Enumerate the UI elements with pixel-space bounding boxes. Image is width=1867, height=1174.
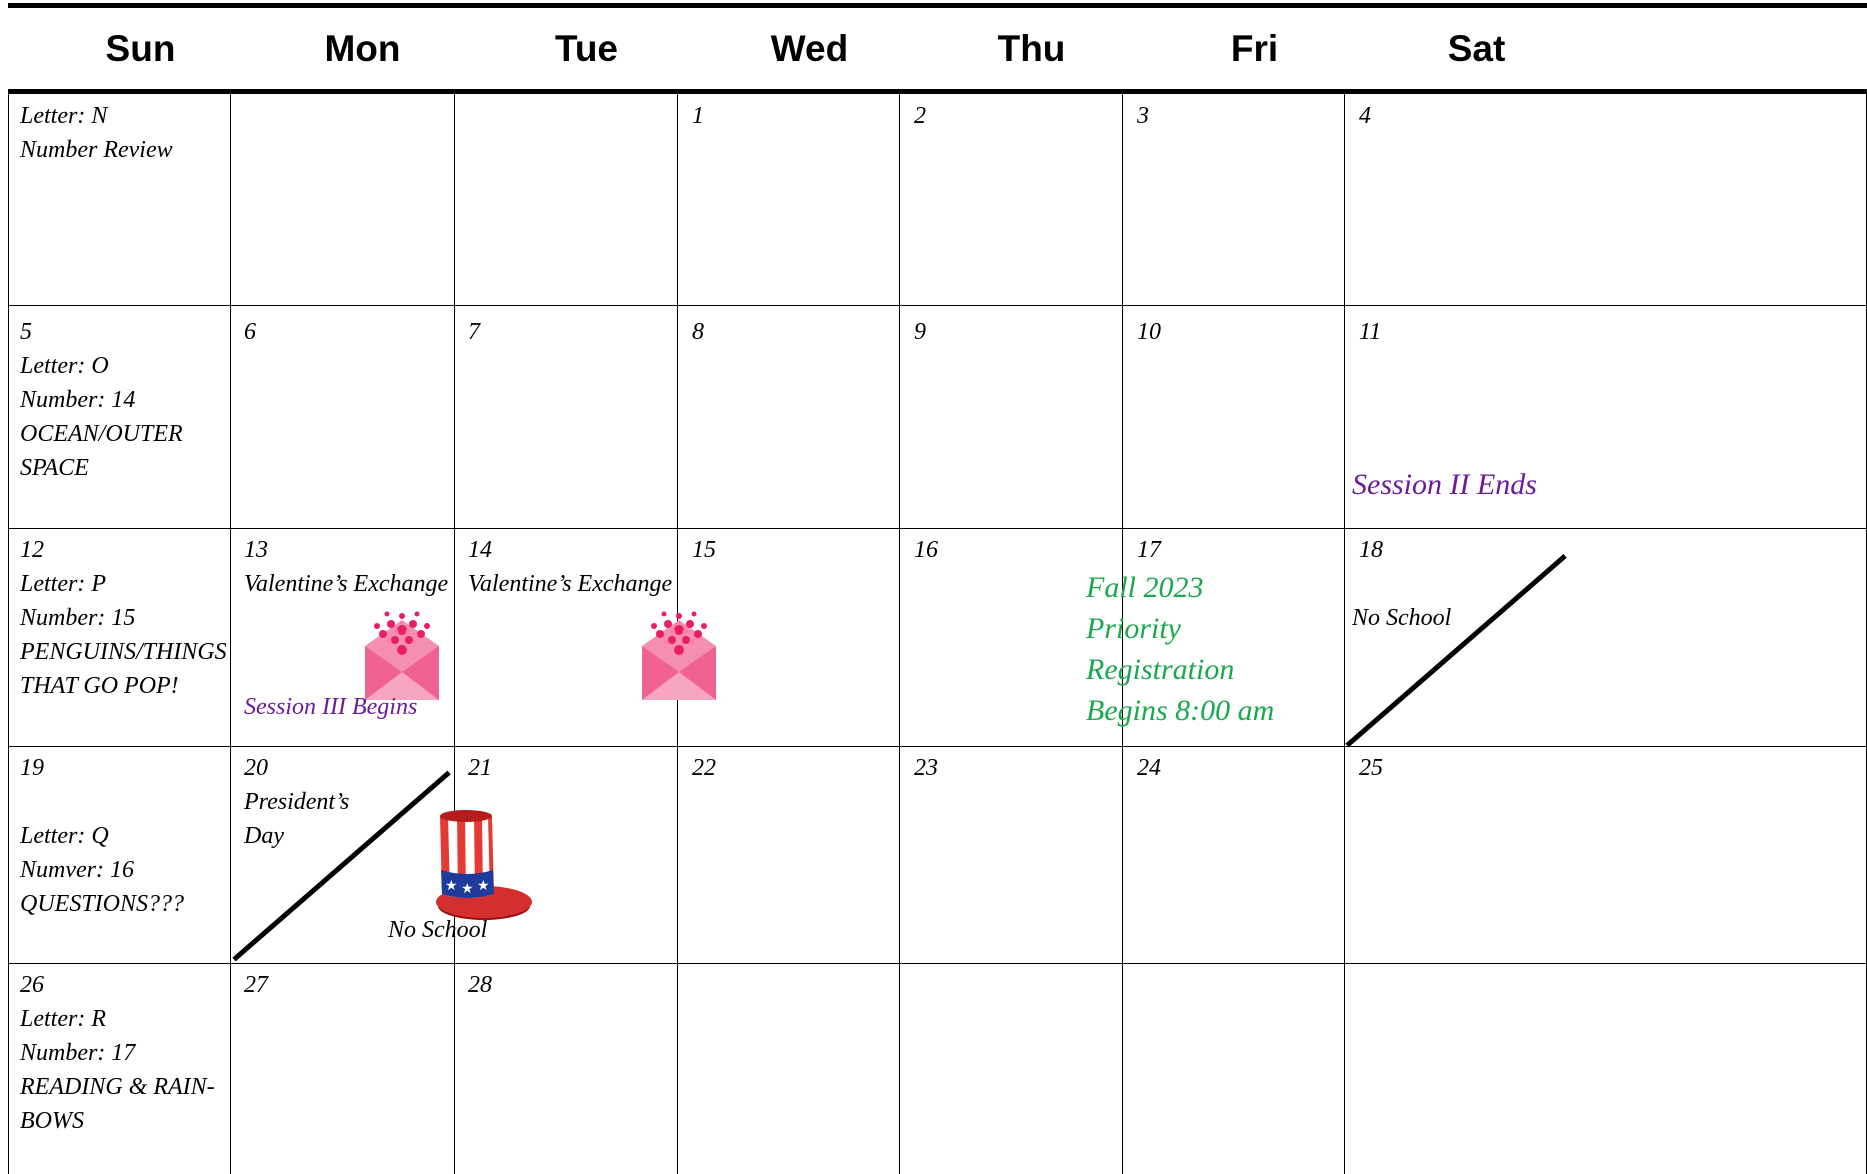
cell-text: Fall 2023 xyxy=(1086,571,1204,604)
cell-text: Number: 17 xyxy=(20,1040,136,1066)
cell-text: THAT GO POP! xyxy=(20,673,179,699)
date-22: 22 xyxy=(692,755,716,781)
calendar xyxy=(8,0,1867,1174)
spacer xyxy=(20,785,184,819)
cell-text: Letter: O xyxy=(20,353,109,379)
date-7: 7 xyxy=(468,319,480,345)
cell-week3-mon xyxy=(244,533,448,601)
cell-text: 26 xyxy=(20,972,44,998)
date-24: 24 xyxy=(1137,755,1161,781)
session-ii-ends: Session II Ends xyxy=(1352,468,1537,501)
cell-text: OCEAN/OUTER xyxy=(20,421,183,447)
date-25: 25 xyxy=(1359,755,1383,781)
grid-line xyxy=(1344,94,1345,1174)
strike-line xyxy=(1345,554,1566,747)
date-13: 13 xyxy=(244,537,268,563)
date-6: 6 xyxy=(244,319,256,345)
svg-text:★: ★ xyxy=(477,878,490,894)
header-sat: Sat xyxy=(1447,28,1506,69)
cell-text: Number Review xyxy=(20,137,173,163)
cell-text: 12 xyxy=(20,537,44,563)
session-iii-begins: Session III Begins xyxy=(244,694,418,720)
cell-text: 5 xyxy=(20,319,32,345)
cell-text: SPACE xyxy=(20,455,89,481)
cell-text: Numver: 16 xyxy=(20,857,134,883)
heart-envelope-icon xyxy=(640,610,718,707)
grid-line xyxy=(8,746,1867,747)
cell-text: QUESTIONS??? xyxy=(20,891,185,917)
cell-text: Number: 15 xyxy=(20,605,136,631)
date-8: 8 xyxy=(692,319,704,345)
grid-line xyxy=(8,94,9,1174)
date-2: 2 xyxy=(914,103,926,129)
header-fri: Fri xyxy=(1230,28,1279,69)
date-28: 28 xyxy=(468,972,492,998)
svg-text:★: ★ xyxy=(445,878,458,894)
cell-text: Number: 14 xyxy=(20,387,136,413)
valentines-exchange-label: Valentine’s Exchange xyxy=(468,571,673,597)
cell-week3-sun xyxy=(20,533,227,703)
svg-text:★: ★ xyxy=(461,881,474,897)
date-20: 20 xyxy=(244,755,268,781)
cell-text: BOWS xyxy=(20,1108,84,1134)
date-23: 23 xyxy=(914,755,938,781)
cell-text: Letter: R xyxy=(20,1006,106,1032)
cell-week2-sun xyxy=(20,315,183,485)
date-15: 15 xyxy=(692,537,716,563)
date-9: 9 xyxy=(914,319,926,345)
cell-text: Letter: N xyxy=(20,103,108,129)
grid-line xyxy=(8,528,1867,529)
date-4: 4 xyxy=(1359,103,1371,129)
grid-line xyxy=(899,94,900,1174)
header-mon: Mon xyxy=(324,28,401,69)
cell-text: Priority xyxy=(1086,612,1181,645)
cell-text: READING & RAIN- xyxy=(20,1074,215,1100)
uncle-sam-hat-icon xyxy=(428,810,534,929)
header-sun: Sun xyxy=(105,28,176,69)
no-school-label: No School xyxy=(1352,605,1452,631)
cell-text: Begins 8:00 am xyxy=(1086,694,1275,727)
no-school-label: No School xyxy=(388,917,488,943)
cell-week3-thu xyxy=(914,533,938,567)
grid-line xyxy=(454,94,455,1174)
valentines-exchange-label: Valentine’s Exchange xyxy=(244,571,449,597)
cell-week5-sun xyxy=(20,968,215,1138)
date-1: 1 xyxy=(692,103,704,129)
priority-registration xyxy=(1086,567,1274,731)
cell-text: Day xyxy=(244,823,284,849)
header-rule xyxy=(8,89,1867,94)
cell-text: PENGUINS/THINGS xyxy=(20,639,227,665)
date-18: 18 xyxy=(1359,537,1383,563)
date-21: 21 xyxy=(468,755,492,781)
cell-week4-mon xyxy=(244,751,349,853)
grid-line xyxy=(8,305,1867,306)
cell-week3-tue xyxy=(468,533,672,601)
header-tue: Tue xyxy=(554,28,619,69)
cell-text: Registration xyxy=(1086,653,1235,686)
grid-line xyxy=(8,963,1867,964)
date-14: 14 xyxy=(468,537,492,563)
date-17: 17 xyxy=(1137,537,1161,563)
cell-week1-sun xyxy=(20,99,173,167)
cell-text: 19 xyxy=(20,755,44,781)
cell-text: Letter: Q xyxy=(20,823,109,849)
grid-line xyxy=(230,94,231,1174)
cell-text: Letter: P xyxy=(20,571,106,597)
date-11: 11 xyxy=(1359,319,1382,345)
cell-text: President’s xyxy=(244,789,350,815)
header-wed: Wed xyxy=(770,28,849,69)
cell-week4-sun xyxy=(20,751,184,921)
date-10: 10 xyxy=(1137,319,1161,345)
date-16: 16 xyxy=(914,537,938,563)
date-3: 3 xyxy=(1137,103,1149,129)
date-27: 27 xyxy=(244,972,268,998)
header-thu: Thu xyxy=(997,28,1066,69)
